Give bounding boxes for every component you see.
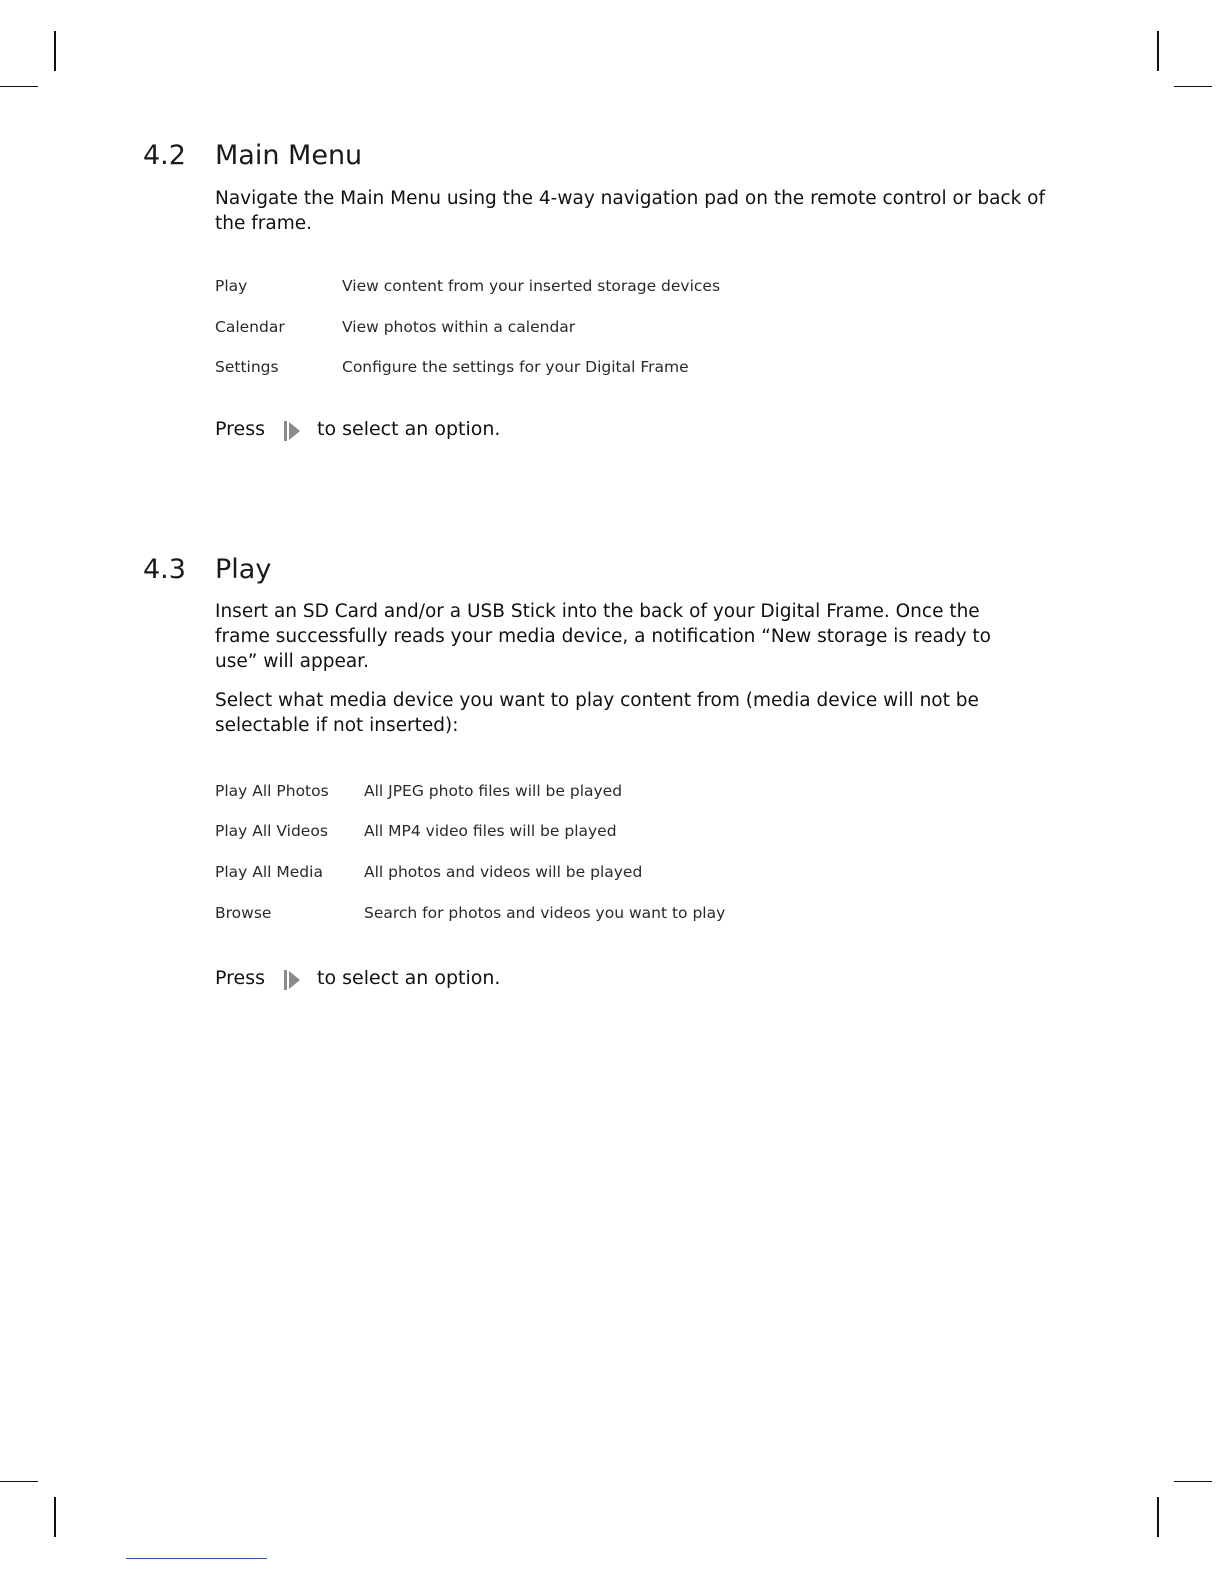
crop-mark-top-left-v <box>54 31 56 71</box>
option-description: All MP4 video files will be played <box>364 822 617 840</box>
play-forward-icon <box>284 970 302 990</box>
option-description: Configure the settings for your Digital Frame <box>342 358 689 376</box>
intro-paragraph <box>215 599 1055 674</box>
option-label: Play All Videos <box>215 822 328 840</box>
press-tail: to select an option. <box>317 418 501 440</box>
section-number: 4.2 <box>143 140 186 171</box>
section-title: Main Menu <box>215 140 363 171</box>
crop-mark-top-right-h <box>1174 86 1212 87</box>
intro-line: Insert an SD Card and/or a USB Stick into the back of your Digital Frame. Once the <box>215 601 980 622</box>
crop-mark-top-right-v <box>1157 31 1159 71</box>
crop-mark-top-left-h <box>0 86 38 87</box>
intro-line: the frame. <box>215 213 312 234</box>
press-tail: to select an option. <box>317 967 501 989</box>
play-forward-icon <box>284 421 302 441</box>
crop-mark-bottom-right-v <box>1157 1497 1159 1537</box>
option-description: View content from your inserted storage devices <box>342 277 721 295</box>
select-paragraph <box>215 688 1055 738</box>
section-number: 4.3 <box>143 554 186 585</box>
press-label: Press <box>215 967 266 989</box>
crop-mark-bottom-left-v <box>54 1497 56 1537</box>
option-label: Settings <box>215 358 279 376</box>
crop-mark-bottom-right-h <box>1174 1481 1212 1482</box>
intro-line: Navigate the Main Menu using the 4-way navigation pad on the remote control or back of <box>215 188 1045 209</box>
crop-mark-bottom-left-h <box>0 1481 38 1482</box>
intro-line: frame successfully reads your media device, a notification “New storage is ready to <box>215 626 991 647</box>
intro-line: use” will appear. <box>215 651 369 672</box>
press-label: Press <box>215 418 266 440</box>
select-line: selectable if not inserted): <box>215 715 459 736</box>
option-label: Play All Photos <box>215 782 329 800</box>
section-title: Play <box>215 554 272 585</box>
option-description: All JPEG photo files will be played <box>364 782 623 800</box>
select-line: Select what media device you want to play content from (media device will not be <box>215 690 979 711</box>
option-label: Play <box>215 277 248 295</box>
option-label: Play All Media <box>215 863 323 881</box>
option-label: Browse <box>215 904 272 922</box>
option-description: All photos and videos will be played <box>364 863 643 881</box>
footer-rule <box>126 1558 267 1559</box>
intro-paragraph <box>215 186 1055 236</box>
option-description: Search for photos and videos you want to play <box>364 904 726 922</box>
option-description: View photos within a calendar <box>342 318 576 336</box>
option-label: Calendar <box>215 318 285 336</box>
